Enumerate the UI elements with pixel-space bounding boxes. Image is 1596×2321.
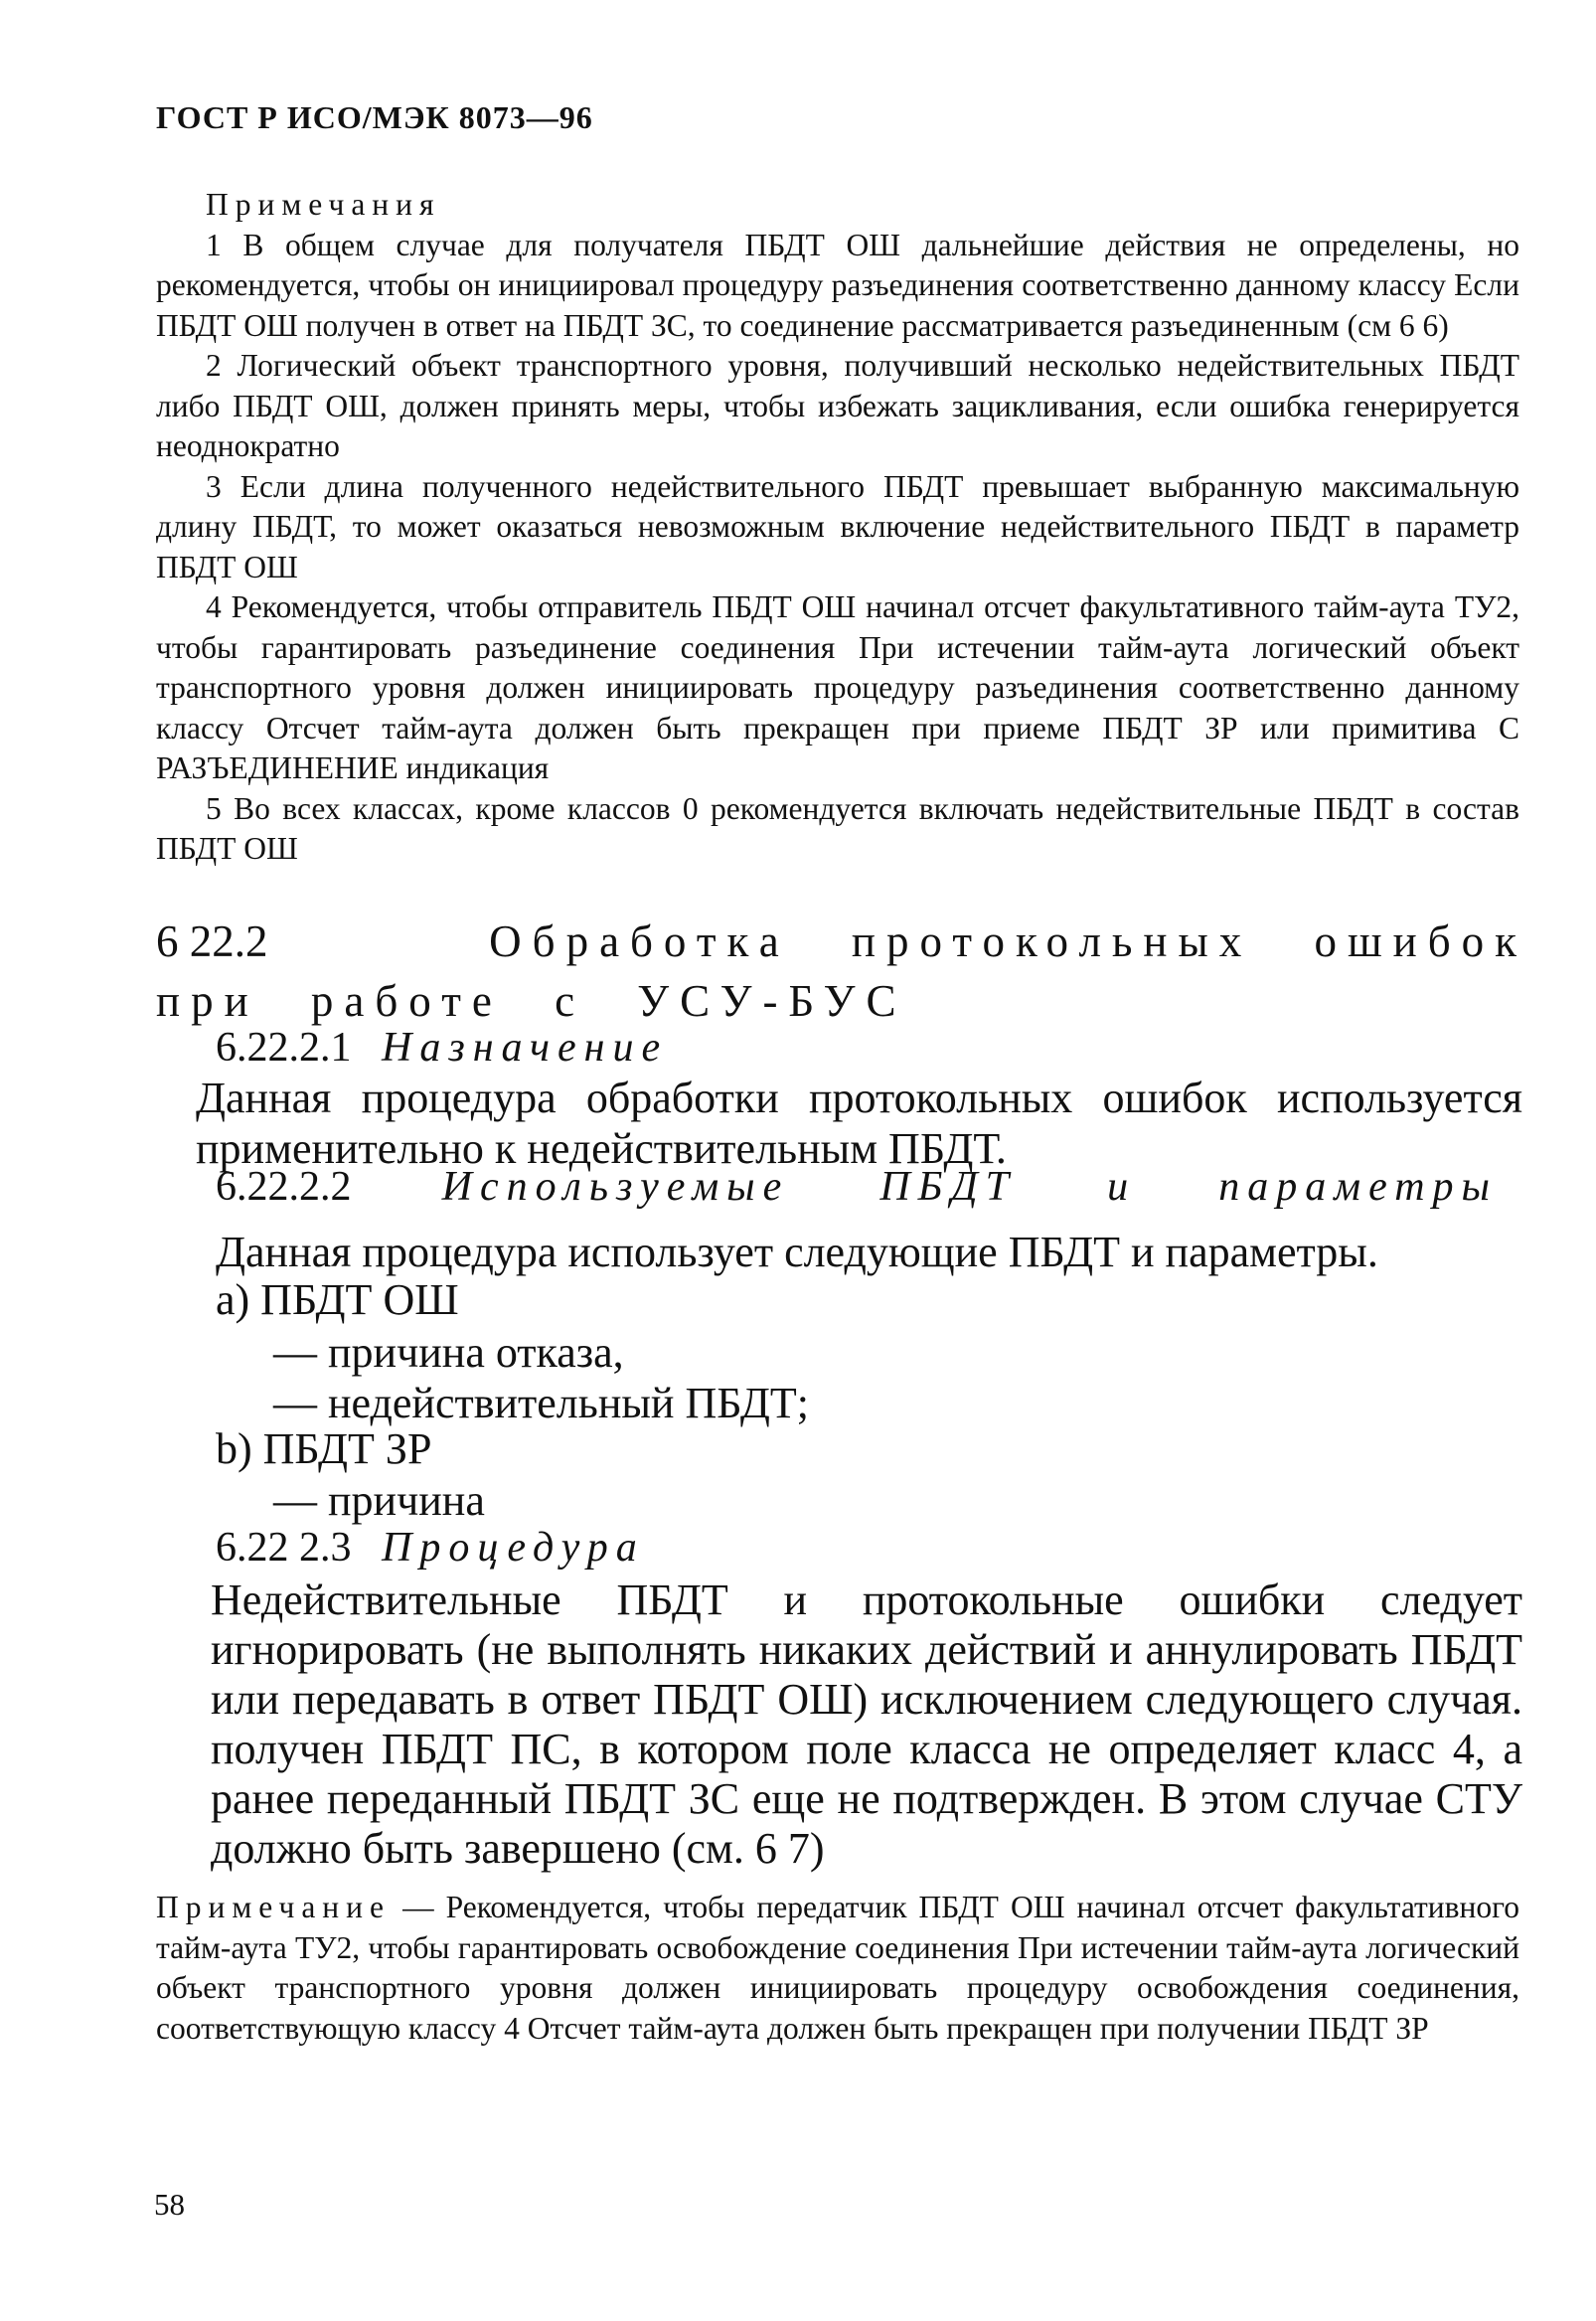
note-item-2: 2 Логический объект транспортного уровня, получивший несколько недействительных ПБДТ либо ПБДТ ОШ, должен принять меры, чтобы избежать зацикливания, если ошибка генерируется неоднократно: [156, 348, 1519, 463]
subsection-title-word-2: ПБДТ: [879, 1164, 1018, 1210]
running-header: ГОСТ Р ИСО/МЭК 8073—96: [156, 99, 593, 135]
section-number: 6 22.2: [156, 916, 268, 966]
subsection-title-word-1: Используемые: [441, 1164, 790, 1210]
subsection-number: 6.22 2.3: [216, 1525, 352, 1571]
subsection-title: Назначение: [382, 1025, 669, 1071]
final-note-label: Примечание: [156, 1890, 392, 1924]
subsection-6-22-2-3: [216, 1524, 645, 1572]
note-item-5: 5 Во всех классах, кроме классов 0 рекомендуется включать недействительные ПБДТ в состав ПБДТ ОШ: [156, 790, 1519, 866]
subsection-title-word-4: параметры: [1218, 1164, 1498, 1210]
subsection-6-22-2-2: [216, 1163, 1498, 1211]
subsection-number: 6.22.2.2: [216, 1164, 352, 1210]
paragraph-purpose: Данная процедура обработки протокольных ошибок используется применительно к недействительным ПБДТ.: [196, 1074, 1522, 1173]
paragraph-procedure: Недействительные ПБДТ и протокольные ошибки следует игнорировать (не выполнять никаких действий и аннулировать ПБДТ или передавать в ответ ПБДТ ОШ) исключением следующего случая. получен ПБДТ ПС, в котором поле класса не определяет класс 4, а ранее переданный ПБДТ ЗС еще не подтвержден. В этом случае СТУ должно быть завершено (см. 6 7): [211, 1575, 1522, 1873]
final-note: [156, 1888, 1519, 2049]
list-item-a-sub-2: — недействительный ПБДТ;: [273, 1379, 809, 1427]
note-item-1: 1 В общем случае для получателя ПБДТ ОШ дальнейшие действия не определены, но рекомендуется, чтобы он инициировал процедуру разъединения соответственно данному классу Если ПБДТ ОШ получен в ответ на ПБДТ ЗС, то соединение рассматривается разъединенным (см 6 6): [156, 227, 1519, 343]
subsection-title: Процедура: [382, 1525, 645, 1571]
subsection-title-word-3: и: [1107, 1164, 1129, 1210]
note-item-3: 3 Если длина полученного недействительного ПБДТ превышает выбранную максимальную длину ПБДТ, то может оказаться невозможным включение недействительного ПБДТ в параметр ПБДТ ОШ: [156, 468, 1519, 584]
list-item-b: b) ПБДТ ЗР: [216, 1424, 432, 1473]
notes-block: [156, 185, 1519, 870]
page-number: 58: [154, 2187, 185, 2222]
list-item-a: а) ПБДТ ОШ: [216, 1275, 459, 1324]
note-item-4: 4 Рекомендуется, чтобы отправитель ПБДТ ОШ начинал отсчет факультативного тайм-аута ТУ2, чтобы гарантировать разъединение соединения При истечении тайм-аута логический объект транспортного уровня должен инициировать процедуру разъединения соответственно данному классу Отсчет тайм-аута должен быть прекращен при приеме ПБДТ ЗР или примитива С РАЗЪЕДИНЕНИЕ индикация: [156, 589, 1519, 785]
subsection-number: 6.22.2.1: [216, 1025, 352, 1071]
section-title-line2: при работе с УСУ-БУС: [156, 976, 907, 1026]
list-item-b-sub-1: — причина: [273, 1476, 485, 1525]
section-heading: [156, 912, 1527, 1031]
notes-heading: Примечания: [206, 187, 441, 222]
section-title-line1: Обработка протокольных ошибок: [489, 916, 1527, 966]
final-note-text: — Рекомендуется, чтобы передатчик ПБДТ ОШ начинал отсчет факультативного тайм-аута ТУ2, чтобы гарантировать освобождение соединения При истечении тайм-аута логический объект транспортного уровня должен инициировать процедуру освобождения соединения, соответствующую классу 4 Отсчет тайм-аута должен быть прекращен при получении ПБДТ ЗР: [156, 1890, 1519, 2046]
subsection-6-22-2-1: [216, 1024, 668, 1072]
paragraph-pdus-used: Данная процедура использует следующие ПБДТ и параметры.: [216, 1228, 1378, 1276]
list-item-a-sub-1: — причина отказа,: [273, 1328, 624, 1377]
